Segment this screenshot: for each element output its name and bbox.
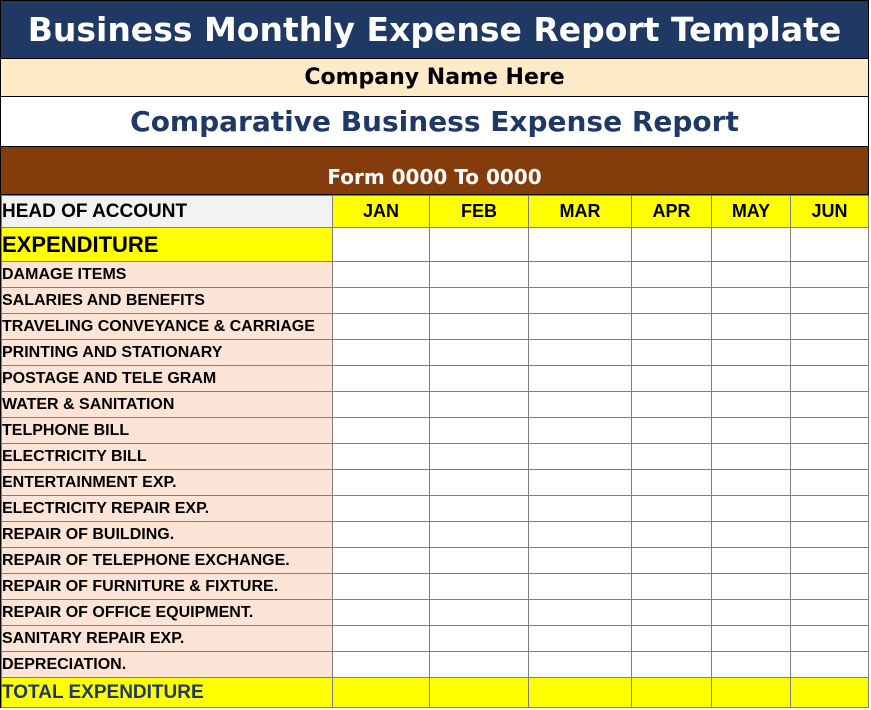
expense-cell[interactable] [333,392,430,418]
table-row [2,522,869,548]
account-label: POSTAGE AND TELE GRAM [2,366,333,392]
table-row [2,314,869,340]
expense-cell[interactable] [712,470,791,496]
expense-cell[interactable] [712,418,791,444]
expense-cell[interactable] [529,600,632,626]
expense-cell[interactable] [712,228,791,262]
expense-cell[interactable] [529,314,632,340]
expense-cell[interactable] [333,548,430,574]
expense-cell[interactable] [632,574,712,600]
expense-cell[interactable] [529,288,632,314]
expense-cell[interactable] [333,228,430,262]
expense-cell[interactable] [712,314,791,340]
expense-cell[interactable] [430,470,529,496]
expense-cell[interactable] [791,548,869,574]
total-cell[interactable] [430,678,529,708]
expense-cell[interactable] [430,418,529,444]
expense-cell[interactable] [791,470,869,496]
table-row [2,652,869,678]
expenditure-section-row [2,228,869,262]
expense-cell[interactable] [791,418,869,444]
total-cell[interactable] [333,678,430,708]
expense-cell[interactable] [430,392,529,418]
month-header-mar: MAR [529,196,632,228]
expense-cell[interactable] [529,574,632,600]
expense-cell[interactable] [529,228,632,262]
expense-cell[interactable] [632,470,712,496]
expense-cell[interactable] [791,600,869,626]
expense-cell[interactable] [430,652,529,678]
account-label: ELECTRICITY BILL [2,444,333,470]
expense-cell[interactable] [333,262,430,288]
report-subtitle: Comparative Business Expense Report [1,97,868,147]
expense-cell[interactable] [712,262,791,288]
expense-cell[interactable] [430,574,529,600]
expense-cell[interactable] [529,470,632,496]
account-label: TRAVELING CONVEYANCE & CARRIAGE [2,314,333,340]
table-row [2,444,869,470]
expense-cell[interactable] [712,548,791,574]
total-cell[interactable] [529,678,632,708]
account-label: SANITARY REPAIR EXP. [2,626,333,652]
table-row [2,392,869,418]
account-label: REPAIR OF BUILDING. [2,522,333,548]
head-of-account-header: HEAD OF ACCOUNT [2,196,333,228]
table-row [2,418,869,444]
expense-cell[interactable] [632,366,712,392]
expense-cell[interactable] [430,288,529,314]
expense-cell[interactable] [529,444,632,470]
expense-cell[interactable] [712,444,791,470]
table-row [2,262,869,288]
expense-cell[interactable] [529,522,632,548]
expense-cell[interactable] [430,522,529,548]
account-label: ELECTRICITY REPAIR EXP. [2,496,333,522]
total-expenditure-label: TOTAL EXPENDITURE [2,678,333,708]
expense-cell[interactable] [333,574,430,600]
expense-cell[interactable] [333,522,430,548]
table-row [2,288,869,314]
expense-cell[interactable] [632,522,712,548]
total-cell[interactable] [712,678,791,708]
expense-cell[interactable] [333,470,430,496]
expense-cell[interactable] [529,418,632,444]
expense-cell[interactable] [712,600,791,626]
account-label: PRINTING AND STATIONARY [2,340,333,366]
month-header-jun: JUN [791,196,869,228]
expense-cell[interactable] [333,444,430,470]
expenditure-section-label: EXPENDITURE [2,228,333,262]
table-row [2,600,869,626]
expense-cell[interactable] [632,392,712,418]
expense-cell[interactable] [712,340,791,366]
expense-cell[interactable] [632,600,712,626]
table-header-row [2,196,869,228]
expense-cell[interactable] [529,496,632,522]
expense-cell[interactable] [430,600,529,626]
company-name-cell[interactable]: Company Name Here [1,59,868,97]
expense-cell[interactable] [529,366,632,392]
expense-cell[interactable] [791,314,869,340]
expense-cell[interactable] [712,652,791,678]
expense-cell[interactable] [430,366,529,392]
report-template-title: Business Monthly Expense Report Template [1,1,868,59]
table-row [2,470,869,496]
expense-cell[interactable] [333,652,430,678]
expense-cell[interactable] [430,228,529,262]
expense-cell[interactable] [333,340,430,366]
expense-cell[interactable] [632,626,712,652]
month-header-jan: JAN [333,196,430,228]
expense-cell[interactable] [791,444,869,470]
total-cell[interactable] [632,678,712,708]
expense-cell[interactable] [430,314,529,340]
expense-cell[interactable] [712,522,791,548]
expense-cell[interactable] [333,314,430,340]
expense-cell[interactable] [791,228,869,262]
expense-cell[interactable] [430,496,529,522]
expense-cell[interactable] [430,340,529,366]
expense-cell[interactable] [333,366,430,392]
expense-cell[interactable] [430,262,529,288]
table-row [2,626,869,652]
expense-cell[interactable] [791,288,869,314]
expense-cell[interactable] [632,418,712,444]
account-label: SALARIES AND BENEFITS [2,288,333,314]
expense-cell[interactable] [791,262,869,288]
expense-cell[interactable] [529,262,632,288]
expense-cell[interactable] [632,314,712,340]
month-header-may: MAY [712,196,791,228]
expense-cell[interactable] [333,626,430,652]
expense-cell[interactable] [333,288,430,314]
expense-cell[interactable] [632,444,712,470]
expense-cell[interactable] [430,444,529,470]
expense-cell[interactable] [632,288,712,314]
expense-cell[interactable] [712,392,791,418]
expense-cell[interactable] [333,418,430,444]
expense-cell[interactable] [791,652,869,678]
expense-cell[interactable] [333,600,430,626]
expense-cell[interactable] [632,652,712,678]
expense-cell[interactable] [529,340,632,366]
account-label: REPAIR OF FURNITURE & FIXTURE. [2,574,333,600]
expense-cell[interactable] [333,496,430,522]
expense-cell[interactable] [791,522,869,548]
table-row [2,340,869,366]
expense-cell[interactable] [791,574,869,600]
table-row [2,548,869,574]
expense-cell[interactable] [712,626,791,652]
account-label: DAMAGE ITEMS [2,262,333,288]
account-label: WATER & SANITATION [2,392,333,418]
account-label: DEPRECIATION. [2,652,333,678]
account-label: REPAIR OF OFFICE EQUIPMENT. [2,600,333,626]
expense-cell[interactable] [632,228,712,262]
account-label: ENTERTAINMENT EXP. [2,470,333,496]
expense-cell[interactable] [712,366,791,392]
table-row [2,366,869,392]
expense-cell[interactable] [712,496,791,522]
table-row [2,496,869,522]
account-label: TELPHONE BILL [2,418,333,444]
form-range-cell[interactable]: Form 0000 To 0000 [1,147,868,195]
month-header-apr: APR [632,196,712,228]
table-row [2,574,869,600]
total-cell[interactable] [791,678,869,708]
expense-cell[interactable] [632,262,712,288]
expense-cell[interactable] [632,496,712,522]
expense-cell[interactable] [712,574,791,600]
expense-cell[interactable] [791,392,869,418]
expense-cell[interactable] [529,548,632,574]
expense-cell[interactable] [791,340,869,366]
expense-cell[interactable] [791,496,869,522]
expense-cell[interactable] [632,340,712,366]
expense-cell[interactable] [430,548,529,574]
expense-cell[interactable] [529,652,632,678]
expense-cell[interactable] [712,288,791,314]
account-label: REPAIR OF TELEPHONE EXCHANGE. [2,548,333,574]
expense-cell[interactable] [529,626,632,652]
month-header-feb: FEB [430,196,529,228]
expense-cell[interactable] [791,626,869,652]
expense-cell[interactable] [529,392,632,418]
expense-cell[interactable] [430,626,529,652]
expense-cell[interactable] [791,366,869,392]
expense-cell[interactable] [632,548,712,574]
expense-table [1,195,869,708]
total-expenditure-row [2,678,869,708]
